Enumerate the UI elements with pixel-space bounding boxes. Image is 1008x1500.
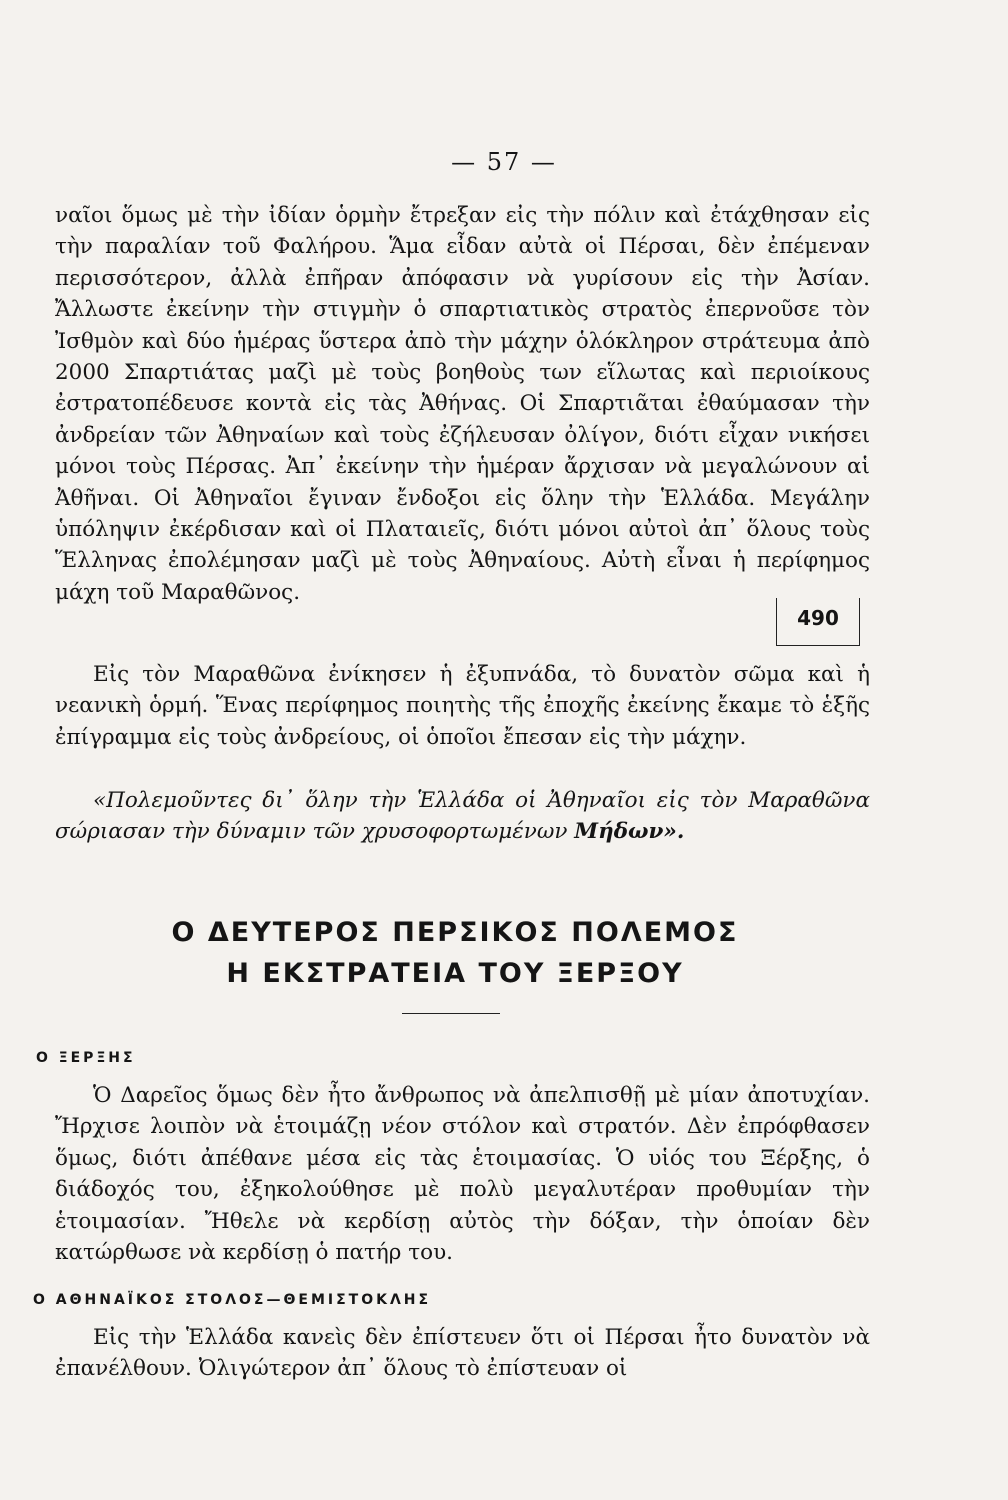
chapter-title-line1: Ο ΔΕΥΤΕΡΟΣ ΠΕΡΣΙΚΟΣ ΠΟΛΕΜΟΣ: [171, 917, 739, 948]
chapter-divider: [402, 1013, 500, 1014]
paragraph-marathon-victory: [55, 659, 870, 753]
date-marker-box: [776, 598, 860, 646]
epigram-main: «Πολεμοῦντες δι᾿ ὅλην τὴν Ἑλλάδα οἱ Ἀθηναῖοι εἰς τὸν Μαραθῶνα σώριασαν τὴν δύναμιν τῶν χρυσοφορτωμένων: [55, 788, 870, 845]
paragraph-text: Εἰς τὴν Ἑλλάδα κανεὶς δὲν ἐπίστευεν ὅτι οἱ Πέρσαι ἦτο δυνατὸν νὰ ἐπανέλθουν. Ὀλιγώτερον ἀπ᾿ ὅλους τὸ ἐπίστευαν οἱ: [55, 1325, 870, 1382]
epigram-bold: Μήδων».: [574, 819, 685, 845]
paragraph-text: ναῖοι ὅμως μὲ τὴν ἰδίαν ὁρμὴν ἔτρεξαν εἰς τὴν πόλιν καὶ ἐτάχθησαν εἰς τὴν παραλίαν τοῦ Φαλήρου. Ἅμα εἶδαν αὐτὰ οἱ Πέρσαι, δὲν ἐπέμεναν περισσότερον, ἀλλὰ ἐπῆραν ἀπόφασιν νὰ γυρίσουν εἰς τὴν Ἀσίαν. Ἄλλωστε ἐκείνην τὴν στιγμὴν ὁ σπαρτιατικὸς στρατὸς ἐπερνοῦσε τὸν Ἰσθμὸν καὶ δύο ἡμέρας ὕστερα ἀπὸ τὴν μάχην ὁλόκληρον στράτευμα ἀπὸ 2000 Σπαρτιάτας μαζὶ μὲ τοὺς βοηθοὺς των εἵλωτας καὶ περιοίκους ἐστρατοπέδευσε κοντὰ εἰς τὰς Ἀθήνας. Οἱ Σπαρτιᾶται ἐθαύμασαν τὴν ἀνδρείαν τῶν Ἀθηναίων καὶ τοὺς ἐζήλευσαν ὀλίγον, διότι εἶχαν νικήσει μόνοι τοὺς Πέρσας. Ἀπ᾿ ἐκείνην τὴν ἡμέραν ἄρχισαν νὰ μεγαλώνουν αἱ Ἀθῆναι. Οἱ Ἀθηναῖοι ἔγιναν ἔνδοξοι εἰς ὅλην τὴν Ἑλλάδα. Μεγάλην ὑπόληψιν ἐκέρδισαν καὶ οἱ Πλαταιεῖς, διότι μόνοι αὐτοὶ ἀπ᾿ ὅλους τοὺς Ἕλληνας ἐπολέμησαν μαζὶ μὲ τοὺς Ἀθηναίους. Αὐτὴ εἶναι ἡ περίφημος μάχη τοῦ Μαραθῶνος.: [55, 203, 870, 605]
epigram-quote: [55, 785, 870, 848]
chapter-title-line2: Η ΕΚΣΤΡΑΤΕΙΑ ΤΟΥ ΞΕΡΞΟΥ: [226, 958, 684, 989]
epigram-text: [55, 785, 870, 848]
subheading-xerxes: Ο ΞΕΡΞΗΣ: [36, 1050, 136, 1066]
paragraph-text: Ὁ Δαρεῖος ὅμως δὲν ἦτο ἄνθρωπος νὰ ἀπελπισθῇ μὲ μίαν ἀποτυχίαν. Ἤρχισε λοιπὸν νὰ ἑτοιμάζῃ νέον στόλον καὶ στρατόν. Δὲν ἐπρόφθασεν ὅμως, διότι ἀπέθανε μέσα εἰς τὰς ἑτοιμασίας. Ὁ υἱός του Ξέρξης, ὁ διάδοχός του, ἐξηκολούθησε μὲ πολὺ μεγαλυτέραν προθυμίαν τὴν ἑτοιμασίαν. Ἤθελε νὰ κερδίσῃ αὐτὸς τὴν δόξαν, τὴν ὁποίαν δὲν κατώρθωσε νὰ κερδίσῃ ὁ πατήρ του.: [55, 1083, 870, 1266]
paragraph-text: Εἰς τὸν Μαραθῶνα ἐνίκησεν ἡ ἐξυπνάδα, τὸ δυνατὸν σῶμα καὶ ἡ νεανικὴ ὁρμή. Ἕνας περίφημος ποιητὴς τῆς ἐποχῆς ἐκείνης ἔκαμε τὸ ἑξῆς ἐπίγραμμα εἰς τοὺς ἀνδρείους, οἱ ὁποῖοι ἔπεσαν εἰς τὴν μάχην.: [55, 662, 870, 750]
date-marker-text: 490: [797, 606, 839, 630]
paragraph-athenian-fleet: [55, 1322, 870, 1385]
page-number: — 57 —: [451, 148, 557, 176]
paragraph-xerxes: [55, 1080, 870, 1268]
paragraph-marathon-aftermath: [55, 200, 870, 608]
subheading-athenian-fleet: Ο ΑΘΗΝΑΪΚΟΣ ΣΤΟΛΟΣ—ΘΕΜΙΣΤΟΚΛΗΣ: [33, 1292, 432, 1308]
